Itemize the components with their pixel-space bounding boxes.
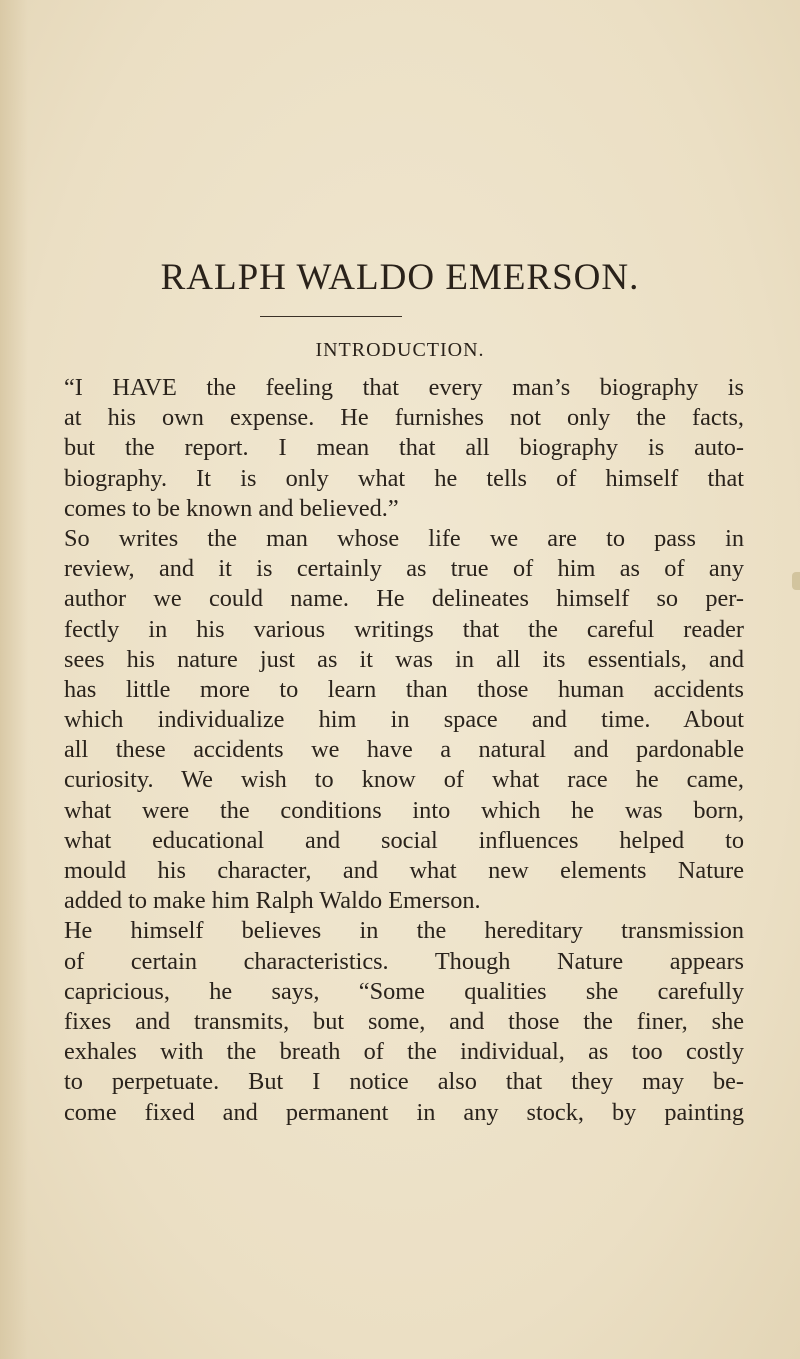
text-line: what educational and social influences helped to — [64, 826, 744, 854]
text-line: review, and it is certainly as true of him as of any — [64, 555, 744, 583]
text-line: what were the conditions into which he was born, — [64, 796, 744, 824]
text-line: to perpetuate. But I notice also that they may be- — [64, 1068, 744, 1096]
text-line: “I HAVE the feeling that every man’s biography is — [64, 374, 744, 401]
text-line: He himself believes in the hereditary transmission — [64, 917, 744, 945]
text-line: come fixed and permanent in any stock, by painting — [64, 1098, 744, 1126]
page-gutter-shadow — [0, 0, 28, 1359]
text-line: capricious, he says, “Some qualities she carefully — [64, 977, 744, 1005]
text-line: So writes the man whose life we are to pass in — [64, 524, 744, 552]
text-line: all these accidents we have a natural and pardonable — [64, 736, 744, 764]
page-edge-mark — [792, 572, 800, 590]
text-line: sees his nature just as it was in all its essentials, and — [64, 645, 744, 673]
chapter-title: RALPH WALDO EMERSON. — [160, 257, 640, 298]
text-line: comes to be known and believed.” — [64, 494, 399, 522]
text-line: curiosity. We wish to know of what race he came, — [64, 766, 744, 794]
text-line: added to make him Ralph Waldo Emerson. — [64, 887, 481, 915]
text-line: of certain characteristics. Though Nature appears — [64, 947, 744, 975]
text-line: fixes and transmits, but some, and those the finer, she — [64, 1007, 744, 1035]
text-line: exhales with the breath of the individual, as too costly — [64, 1038, 744, 1066]
title-rule — [260, 316, 402, 317]
text-line: author we could name. He delineates himself so per- — [64, 585, 744, 613]
text-line: has little more to learn than those human accidents — [64, 675, 744, 703]
text-line: which individualize him in space and time. About — [64, 706, 744, 734]
text-line: mould his character, and what new elements Nature — [64, 857, 744, 884]
text-line: fectly in his various writings that the careful reader — [64, 615, 744, 643]
text-line: but the report. I mean that all biography is auto- — [64, 434, 744, 462]
section-heading: INTRODUCTION. — [315, 339, 485, 361]
text-line: at his own expense. He furnishes not only the facts, — [64, 404, 744, 432]
body-text — [64, 373, 744, 1128]
text-line: biography. It is only what he tells of himself that — [64, 464, 744, 492]
